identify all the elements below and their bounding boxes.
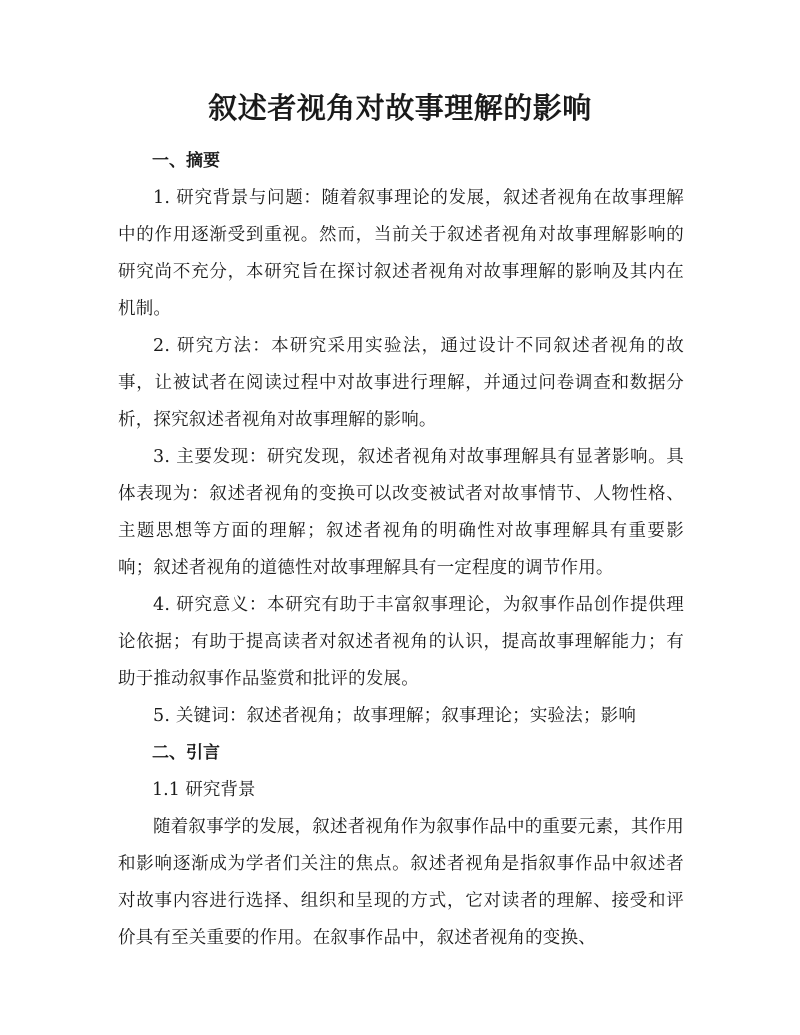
abstract-heading: 一、摘要 — [152, 151, 220, 171]
abstract-item-2: 2. 研究方法：本研究采用实验法，通过设计不同叙述者视角的故事，让被试者在阅读过程中对故事进行理解，并通过问卷调查和数据分析，探究叙述者视角对故事理解的影响。 — [118, 336, 684, 430]
document-body — [118, 143, 684, 957]
abstract-item-1: 1. 研究背景与问题：随着叙事理论的发展，叙述者视角在故事理解中的作用逐渐受到重视。然而，当前关于叙述者视角对故事理解影响的研究尚不充分，本研究旨在探讨叙述者视角对故事理解的影响及其内在机制。 — [118, 188, 684, 319]
intro-sub-heading: 1.1 研究背景 — [152, 780, 256, 800]
intro-paragraph: 随着叙事学的发展，叙述者视角作为叙事作品中的重要元素，其作用和影响逐渐成为学者们关注的焦点。叙述者视角是指叙事作品中叙述者对故事内容进行选择、组织和呈现的方式，它对读者的理解、接受和评价具有至关重要的作用。在叙事作品中，叙述者视角的变换、 — [118, 817, 684, 948]
abstract-item-3: 3. 主要发现：研究发现，叙述者视角对故事理解具有显著影响。具体表现为：叙述者视角的变换可以改变被试者对故事情节、人物性格、主题思想等方面的理解；叙述者视角的明确性对故事理解具有重要影响；叙述者视角的道德性对故事理解具有一定程度的调节作用。 — [118, 447, 684, 578]
document-title: 叙述者视角对故事理解的影响 — [208, 91, 592, 125]
intro-heading: 二、引言 — [152, 743, 220, 763]
abstract-item-5: 5. 关键词：叙述者视角；故事理解；叙事理论；实验法；影响 — [153, 706, 637, 726]
abstract-item-4: 4. 研究意义：本研究有助于丰富叙事理论，为叙事作品创作提供理论依据；有助于提高读者对叙述者视角的认识，提高故事理解能力；有助于推动叙事作品鉴赏和批评的发展。 — [118, 595, 684, 689]
